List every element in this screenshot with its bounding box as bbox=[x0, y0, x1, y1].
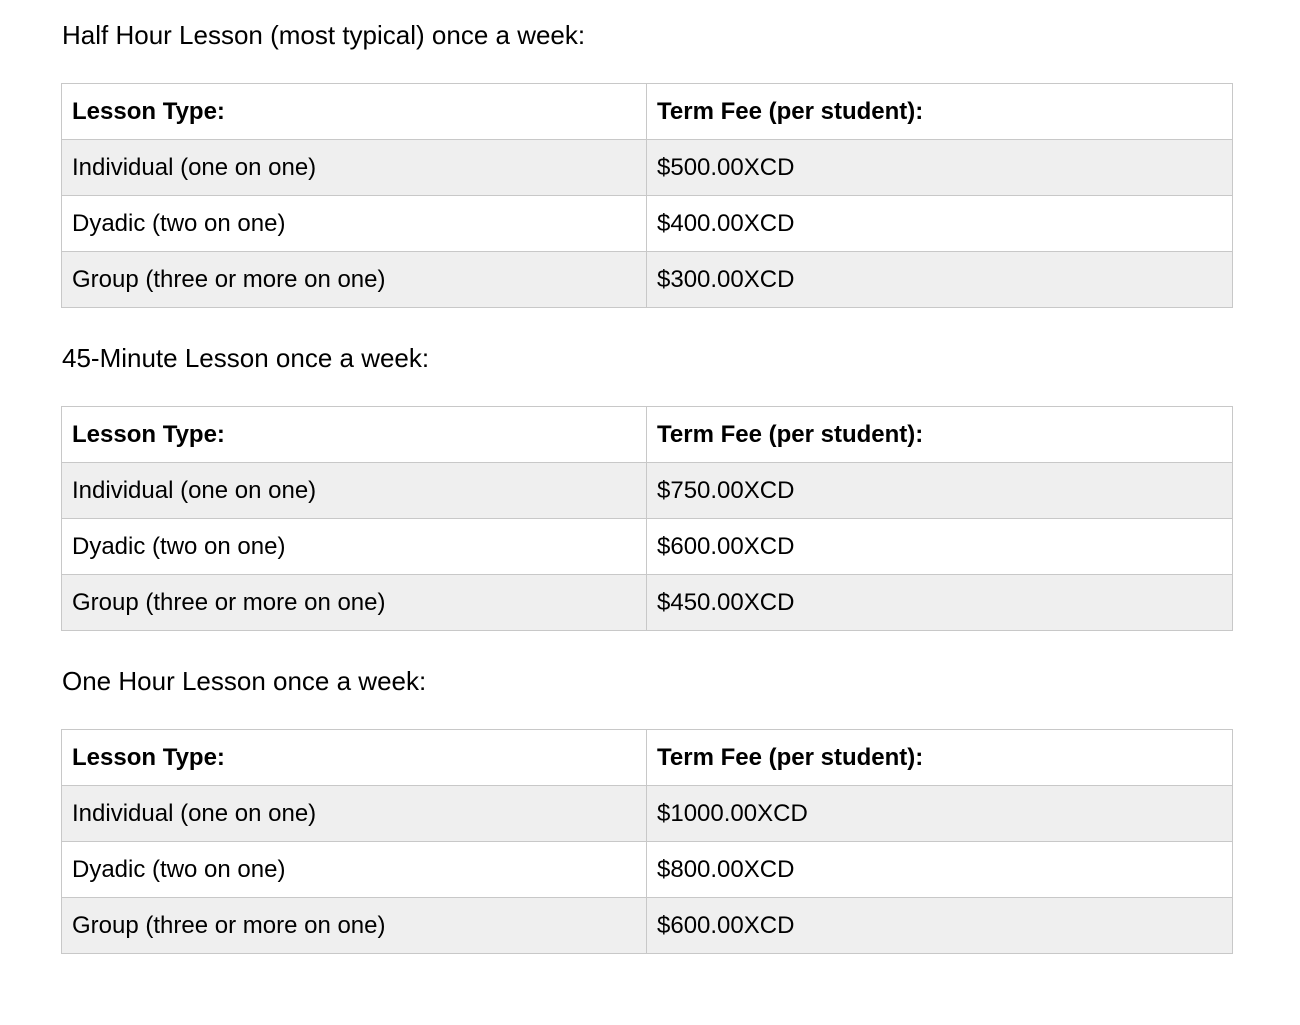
term-fee-cell: $600.00XCD bbox=[647, 898, 1233, 954]
lesson-type-cell: Group (three or more on one) bbox=[62, 252, 647, 308]
fees-table-half-hour bbox=[61, 83, 1233, 308]
column-header-lesson-type: Lesson Type: bbox=[62, 407, 647, 463]
table-row bbox=[62, 575, 1233, 631]
term-fee-cell: $750.00XCD bbox=[647, 463, 1233, 519]
term-fee-cell: $450.00XCD bbox=[647, 575, 1233, 631]
term-fee-cell: $400.00XCD bbox=[647, 196, 1233, 252]
lesson-type-cell: Group (three or more on one) bbox=[62, 575, 647, 631]
table-header-row bbox=[62, 407, 1233, 463]
fees-table-one-hour bbox=[61, 729, 1233, 954]
table-row bbox=[62, 898, 1233, 954]
term-fee-cell: $500.00XCD bbox=[647, 140, 1233, 196]
term-fee-cell: $1000.00XCD bbox=[647, 786, 1233, 842]
section-heading-one-hour: One Hour Lesson once a week: bbox=[62, 666, 427, 696]
table-row bbox=[62, 519, 1233, 575]
table-row bbox=[62, 842, 1233, 898]
lesson-type-cell: Individual (one on one) bbox=[62, 786, 647, 842]
column-header-term-fee: Term Fee (per student): bbox=[647, 407, 1233, 463]
lesson-type-cell: Dyadic (two on one) bbox=[62, 519, 647, 575]
column-header-term-fee: Term Fee (per student): bbox=[647, 730, 1233, 786]
section-heading-45-minute: 45-Minute Lesson once a week: bbox=[62, 343, 430, 373]
table-header-row bbox=[62, 84, 1233, 140]
lesson-type-cell: Individual (one on one) bbox=[62, 463, 647, 519]
fees-table-45-minute bbox=[61, 406, 1233, 631]
lesson-type-cell: Dyadic (two on one) bbox=[62, 196, 647, 252]
table-row bbox=[62, 252, 1233, 308]
table-row bbox=[62, 196, 1233, 252]
column-header-lesson-type: Lesson Type: bbox=[62, 730, 647, 786]
lesson-type-cell: Dyadic (two on one) bbox=[62, 842, 647, 898]
term-fee-cell: $800.00XCD bbox=[647, 842, 1233, 898]
lesson-type-cell: Individual (one on one) bbox=[62, 140, 647, 196]
table-header-row bbox=[62, 730, 1233, 786]
term-fee-cell: $600.00XCD bbox=[647, 519, 1233, 575]
lesson-type-cell: Group (three or more on one) bbox=[62, 898, 647, 954]
section-heading-half-hour: Half Hour Lesson (most typical) once a week: bbox=[62, 20, 586, 50]
table-row bbox=[62, 140, 1233, 196]
term-fee-cell: $300.00XCD bbox=[647, 252, 1233, 308]
column-header-lesson-type: Lesson Type: bbox=[62, 84, 647, 140]
table-row bbox=[62, 786, 1233, 842]
column-header-term-fee: Term Fee (per student): bbox=[647, 84, 1233, 140]
table-row bbox=[62, 463, 1233, 519]
